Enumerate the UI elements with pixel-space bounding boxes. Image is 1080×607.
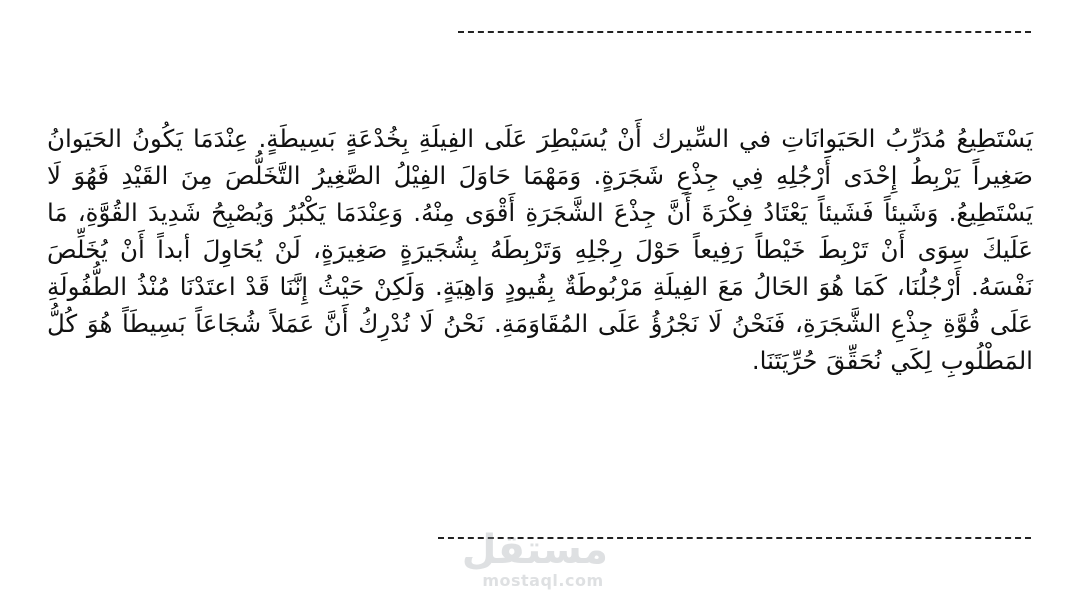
watermark-arabic-text: مستقل bbox=[461, 527, 608, 573]
top-dashed-separator bbox=[458, 31, 1031, 33]
watermark-latin-text: mostaql.com bbox=[482, 571, 604, 590]
story-paragraph: يَسْتَطِيعُ مُدَرِّبُ الحَيَوانَاتِ في السِّيرك أَنْ يُسَيْطِرَ عَلَى الفِيلَةِ بِخُدْعَةٍ بَسِيطَةٍ. عِنْدَمَا يَكُونُ الحَيَوانُ صَغِيراً يَرْبِطُ إِحْدَى أَرْجُلِهِ فِي جِذْعِ شَجَرَةٍ. وَمَهْمَا حَاوَلَ الفِيْلُ الصَّغِيرُ التَّخَلُّصَ مِنَ القَيْدِ فَهُوَ لَا يَسْتَطِيعُ. وَشَيئاً فَشَيئاً يَعْتَادُ فِكْرَةَ أَنَّ جِذْعَ الشَّجَرَةِ أَقْوَى مِنْهُ. وَعِنْدَمَا يَكْبُرُ وَيُصْبِحُ شَدِيدَ القُوَّةِ، مَا عَلَيكَ سِوَى أَنْ تَرْبِطَ خَيْطاً رَفِيعاً حَوْلَ رِجْلِهِ وَتَرْبِطَهُ بِشُجَيرَةٍ صَغِيرَةٍ، لَنْ يُحَاوِلَ أبداً أَنْ يُخَلِّصَ نَفْسَهُ. أَرْجُلُنَا، كَمَا هُوَ الحَالُ مَعَ الفِيلَةِ مَرْبُوطَةٌ بِقُيودٍ وَاهِيَةٍ. وَلَكِنْ حَيْثُ إِنَّنَا قَدْ اعتَدْنَا مُنْذُ الطُّفُولَةِ عَلَى قُوَّةِ جِذْعِ الشَّجَرَةِ، فَنَحْنُ لَا نَجْرُؤُ عَلَى المُقَاوَمَةِ. نَحْنُ لَا نُدْرِكُ أَنَّ عَمَلاً شُجَاعَاً بَسِيطَاً هُوَ كُلُّ المَطْلُوبِ لِكَي نُحَقِّقَ حُرِّيَتَنَا. bbox=[47, 124, 1033, 375]
mostaql-watermark-logo bbox=[461, 527, 608, 598]
